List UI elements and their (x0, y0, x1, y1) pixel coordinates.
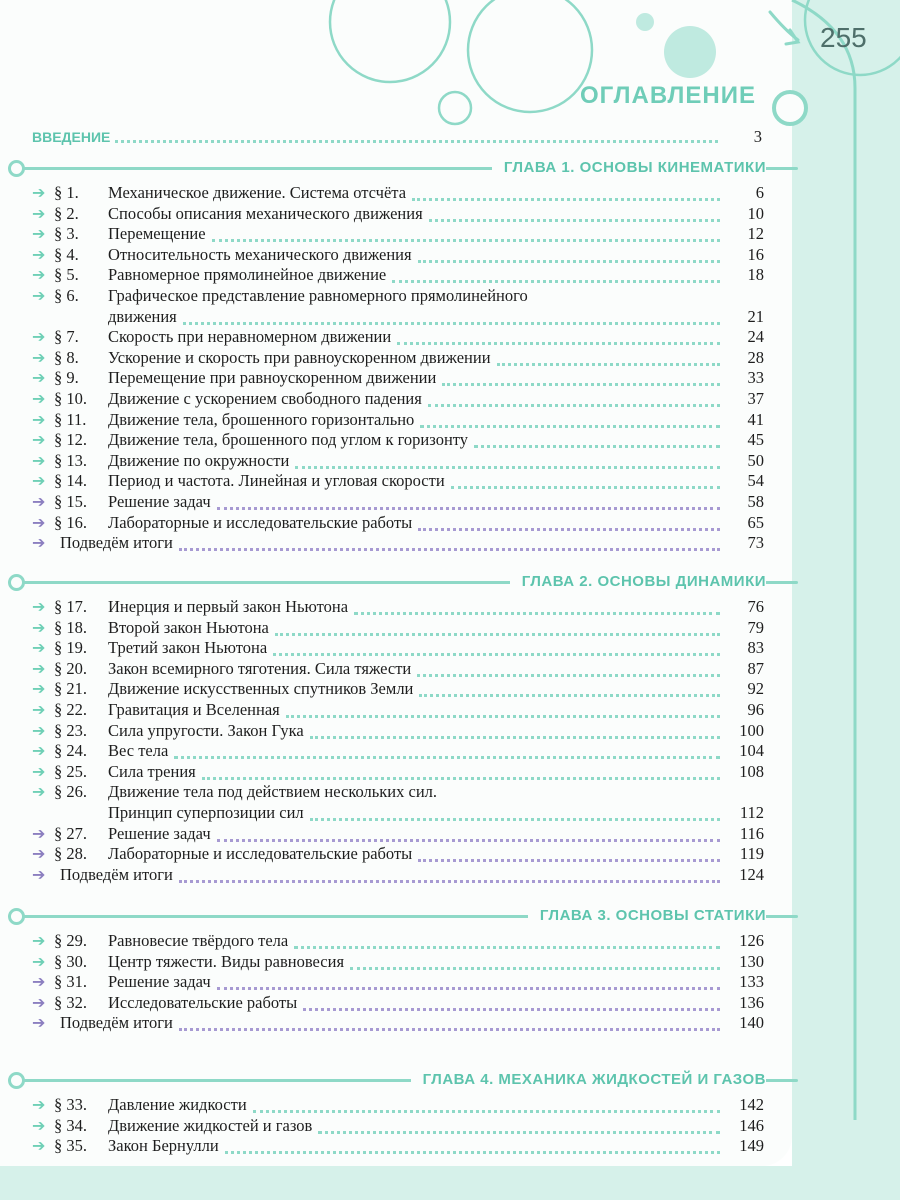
toc-entry[interactable] (32, 678, 764, 699)
section-title: Закон Бернулли (108, 1136, 219, 1156)
toc-entry[interactable] (32, 1135, 764, 1156)
dot-leader (397, 338, 720, 345)
dot-leader (428, 400, 720, 407)
page-ref: 65 (747, 512, 764, 532)
toc-entry[interactable] (32, 951, 764, 972)
section-number: § 7. (54, 327, 79, 347)
section-title: Сила трения (108, 761, 196, 781)
page-ref: 119 (739, 844, 764, 864)
dot-leader (32, 136, 718, 143)
toc-entry[interactable] (32, 491, 764, 512)
section-number: § 21. (54, 679, 87, 699)
dot-leader (217, 835, 720, 842)
dot-leader (417, 670, 720, 677)
toc-entry[interactable] (32, 182, 764, 203)
section-number: § 4. (54, 244, 79, 264)
section-number: § 30. (54, 951, 87, 971)
arrow-icon: ➔ (32, 492, 46, 511)
section-title: Механическое движение. Система отсчёта (108, 183, 407, 202)
arrow-icon: ➔ (32, 265, 46, 285)
section-title: Движение тела, брошенного под углом к горизонту (108, 430, 469, 450)
page-ref: 54 (747, 471, 764, 491)
toc-entry[interactable] (32, 512, 764, 533)
dot-leader (179, 876, 720, 883)
arrow-icon: ➔ (32, 782, 46, 802)
toc-title: ОГЛАВЛЕНИЕ (579, 82, 756, 109)
arrow-icon: ➔ (32, 658, 46, 678)
page-ref: 149 (739, 1136, 764, 1156)
section-number: § 8. (54, 347, 79, 367)
page-ref: 133 (739, 972, 764, 992)
section-number: § 31. (54, 972, 87, 992)
page-ref: 24 (747, 327, 764, 347)
arrow-icon: ➔ (32, 203, 46, 223)
page-ref: 116 (739, 823, 764, 843)
page-ref: 50 (747, 450, 764, 470)
dot-leader (392, 276, 720, 283)
section-number: § 17. (54, 597, 87, 616)
chapter-heading (8, 1068, 798, 1092)
page-ref: 136 (739, 992, 764, 1012)
dot-leader (253, 1106, 720, 1113)
dot-leader (418, 524, 720, 531)
toc-entry[interactable] (32, 658, 764, 679)
section-number: § 23. (54, 720, 87, 740)
arrow-icon: ➔ (32, 679, 46, 699)
dot-leader (179, 544, 720, 551)
page-ref: 100 (739, 720, 764, 740)
intro-label: ВВЕДЕНИЕ (32, 129, 114, 145)
section-number: § 32. (54, 992, 87, 1012)
page-ref: 96 (747, 700, 764, 719)
page-ref: 21 (747, 307, 764, 326)
page-ref: 16 (747, 244, 764, 264)
section-title: Исследовательские работы (108, 992, 298, 1012)
dot-leader (202, 773, 720, 780)
section-title: Решение задач (108, 492, 211, 511)
section-number: § 15. (54, 492, 87, 511)
page-ref: 108 (739, 761, 764, 781)
page-ref: 79 (747, 617, 764, 637)
chapter-heading (8, 904, 798, 928)
arrow-icon: ➔ (32, 327, 46, 347)
section-title: Вес тела (108, 741, 169, 761)
chapter-title: ГЛАВА 2. ОСНОВЫ ДИНАМИКИ (510, 570, 766, 594)
toc-entry[interactable] (32, 720, 764, 741)
section-title-continued: движения (108, 307, 177, 326)
dot-leader (418, 256, 720, 263)
chapter-title: ГЛАВА 4. МЕХАНИКА ЖИДКОСТЕЙ И ГАЗОВ (411, 1068, 766, 1092)
section-title: Относительность механического движения (108, 244, 412, 264)
section-number: § 9. (54, 368, 79, 388)
page-ref: 41 (747, 409, 764, 429)
chapter-circle-icon (8, 1072, 25, 1089)
arrow-icon: ➔ (32, 368, 46, 388)
section-number: § 29. (54, 931, 87, 950)
arrow-icon: ➔ (32, 720, 46, 740)
arrow-icon: ➔ (32, 471, 46, 491)
arrow-icon: ➔ (32, 1115, 46, 1135)
section-title: Давление жидкости (108, 1095, 247, 1114)
page-ref: 140 (739, 1013, 764, 1033)
arrow-icon: ➔ (32, 931, 46, 950)
dot-leader (212, 235, 720, 242)
section-title: Движение тела под действием нескольких сил. (108, 782, 438, 802)
arrow-icon: ➔ (32, 597, 46, 616)
page-ref: 126 (739, 931, 764, 950)
toc-entry[interactable] (32, 596, 764, 617)
section-title: Графическое представление равномерного прямолинейного (108, 286, 528, 305)
arrow-icon: ➔ (32, 286, 46, 305)
arrow-icon: ➔ (32, 533, 46, 553)
page-ref: 104 (739, 741, 764, 761)
page-ref: 146 (739, 1115, 764, 1135)
section-title: Движение по окружности (108, 450, 290, 470)
dot-leader (497, 359, 720, 366)
toc-entry[interactable] (32, 223, 764, 244)
page-ref: 3 (753, 127, 762, 146)
dot-leader (225, 1147, 720, 1154)
section-title: Лабораторные и исследовательские работы (108, 844, 413, 864)
dot-leader (442, 379, 720, 386)
arrow-icon: ➔ (32, 430, 46, 450)
arrow-icon: ➔ (32, 638, 46, 658)
section-number: § 12. (54, 430, 87, 450)
section-title: Гравитация и Вселенная (108, 700, 280, 719)
page-ref: 12 (747, 224, 764, 244)
dot-leader (286, 711, 720, 718)
section-title: Подведём итоги (60, 1013, 173, 1033)
section-number: § 18. (54, 617, 87, 637)
page-ref: 18 (747, 265, 764, 285)
section-number: § 3. (54, 224, 79, 244)
section-number: § 25. (54, 761, 87, 781)
chapter-heading (8, 156, 798, 180)
dot-leader (419, 690, 720, 697)
page-ref: 83 (747, 638, 764, 658)
dot-leader (354, 608, 720, 615)
toc-entry[interactable] (32, 617, 764, 638)
toc-entry[interactable] (32, 409, 764, 430)
dot-leader (451, 482, 720, 489)
page-ref: 45 (747, 430, 764, 450)
toc-entry[interactable] (32, 347, 764, 368)
section-title-continued: Принцип суперпозиции сил (108, 803, 304, 823)
section-title: Перемещение при равноускоренном движении (108, 368, 437, 388)
toc-entry[interactable] (32, 285, 764, 327)
chapter-heading (8, 570, 798, 594)
dot-leader (429, 215, 720, 222)
toc-entry[interactable] (32, 450, 764, 471)
chapter-title: ГЛАВА 3. ОСНОВЫ СТАТИКИ (528, 904, 766, 928)
dot-leader (179, 1024, 720, 1031)
section-title: Закон всемирного тяготения. Сила тяжести (108, 658, 412, 678)
section-title: Перемещение (108, 224, 206, 244)
arrow-icon: ➔ (32, 844, 46, 864)
toc-entry[interactable] (32, 367, 764, 388)
section-title: Ускорение и скорость при равноускоренном движении (108, 347, 491, 367)
section-number: § 19. (54, 638, 87, 658)
section-number: § 20. (54, 658, 87, 678)
toc-entry[interactable] (32, 1094, 764, 1115)
toc-entry[interactable] (32, 971, 764, 992)
page-ref: 124 (739, 864, 764, 884)
arrow-icon: ➔ (32, 183, 46, 202)
section-number: § 5. (54, 265, 79, 285)
toc-entry[interactable] (32, 761, 764, 782)
dot-leader (275, 629, 720, 636)
section-title: Лабораторные и исследовательские работы (108, 512, 413, 532)
page-ref: 92 (747, 679, 764, 699)
section-number: § 27. (54, 823, 87, 843)
section-number: § 35. (54, 1136, 87, 1156)
toc-entry[interactable] (32, 532, 764, 553)
section-number: § 24. (54, 741, 87, 761)
dot-leader (412, 194, 720, 201)
page-number: 255 (820, 22, 867, 53)
arrow-icon: ➔ (32, 1095, 46, 1114)
toc-entry[interactable] (32, 470, 764, 491)
page-ref: 6 (755, 183, 764, 202)
toc-entry[interactable] (32, 864, 764, 885)
section-number: § 14. (54, 471, 87, 491)
toc-entry[interactable] (32, 843, 764, 864)
toc-entry[interactable] (32, 388, 764, 409)
dot-leader (318, 1127, 720, 1134)
dot-leader (474, 441, 720, 448)
chapter-circle-icon (8, 160, 25, 177)
section-number: § 22. (54, 700, 87, 719)
arrow-icon: ➔ (32, 1013, 46, 1033)
toc-entry[interactable] (32, 429, 764, 450)
arrow-icon: ➔ (32, 617, 46, 637)
arrow-icon: ➔ (32, 823, 46, 843)
arrow-icon: ➔ (32, 512, 46, 532)
dot-leader (350, 963, 720, 970)
dot-leader (217, 983, 720, 990)
section-number: § 28. (54, 844, 87, 864)
dot-leader (418, 855, 720, 862)
section-title: Период и частота. Линейная и угловая скорости (108, 471, 445, 491)
arrow-icon: ➔ (32, 992, 46, 1012)
section-title: Второй закон Ньютона (108, 617, 269, 637)
section-title: Центр тяжести. Виды равновесия (108, 951, 345, 971)
arrow-icon: ➔ (32, 450, 46, 470)
arrow-icon: ➔ (32, 864, 46, 884)
section-title: Способы описания механического движения (108, 203, 423, 223)
section-title: Третий закон Ньютона (108, 638, 268, 658)
section-title: Решение задач (108, 972, 211, 992)
arrow-icon: ➔ (32, 700, 46, 719)
toc-entry[interactable] (32, 740, 764, 761)
chapter-circle-icon (8, 574, 25, 591)
section-title: Подведём итоги (60, 533, 173, 553)
toc-entry[interactable] (32, 823, 764, 844)
dot-leader (294, 942, 720, 949)
section-title: Движение искусственных спутников Земли (108, 679, 414, 699)
toc-entry[interactable] (32, 244, 764, 265)
section-title: Инерция и первый закон Ньютона (108, 597, 349, 616)
toc-entry[interactable] (32, 992, 764, 1013)
page-ref: 142 (739, 1095, 764, 1114)
toc-entry[interactable] (32, 781, 764, 823)
page-ref: 112 (739, 803, 764, 823)
section-title: Движение жидкостей и газов (108, 1115, 313, 1135)
section-number: § 34. (54, 1115, 87, 1135)
section-number: § 6. (54, 286, 79, 305)
section-number: § 10. (54, 389, 87, 408)
section-number: § 16. (54, 512, 87, 532)
toc-entry[interactable] (32, 326, 764, 347)
arrow-icon: ➔ (32, 244, 46, 264)
section-number: § 1. (54, 183, 79, 202)
dot-leader (183, 318, 720, 325)
dot-leader (174, 752, 720, 759)
dot-leader (217, 503, 720, 510)
section-number: § 33. (54, 1095, 87, 1114)
section-number: § 13. (54, 450, 87, 470)
arrow-icon: ➔ (32, 741, 46, 761)
dot-leader (303, 1004, 720, 1011)
bottom-color-band (0, 1166, 900, 1200)
toc-entry[interactable] (32, 1012, 764, 1033)
section-title: Равномерное прямолинейное движение (108, 265, 387, 285)
section-number: § 2. (54, 203, 79, 223)
section-title: Движение тела, брошенного горизонтально (108, 409, 415, 429)
right-color-band (792, 0, 900, 1200)
page-ref: 76 (747, 597, 764, 616)
chapter-title: ГЛАВА 1. ОСНОВЫ КИНЕМАТИКИ (492, 156, 766, 180)
page-ref: 58 (747, 492, 764, 511)
toc-entry[interactable] (32, 1115, 764, 1136)
toc-entry[interactable] (32, 699, 764, 720)
section-number: § 26. (54, 782, 87, 802)
arrow-icon: ➔ (32, 409, 46, 429)
section-title: Скорость при неравномерном движении (108, 327, 392, 347)
dot-leader (310, 732, 720, 739)
arrow-icon: ➔ (32, 972, 46, 992)
page-ref: 10 (747, 203, 764, 223)
dot-leader (310, 814, 720, 821)
section-title: Равновесие твёрдого тела (108, 931, 289, 950)
arrow-icon: ➔ (32, 224, 46, 244)
page-ref: 28 (747, 347, 764, 367)
section-title: Решение задач (108, 823, 211, 843)
arrow-icon: ➔ (32, 761, 46, 781)
toc-entry[interactable] (32, 264, 764, 285)
section-number: § 11. (54, 409, 87, 429)
dot-leader (420, 421, 720, 428)
page-ref: 73 (747, 533, 764, 553)
section-title: Движение с ускорением свободного падения (108, 389, 422, 408)
section-title: Подведём итоги (60, 864, 173, 884)
dot-leader (273, 649, 720, 656)
arrow-icon: ➔ (32, 951, 46, 971)
toc-entry[interactable] (32, 203, 764, 224)
page-ref: 33 (747, 368, 764, 388)
arrow-icon: ➔ (32, 389, 46, 408)
arrow-icon: ➔ (32, 347, 46, 367)
chapter-circle-icon (8, 908, 25, 925)
page-ref: 87 (747, 658, 764, 678)
arrow-icon: ➔ (32, 1136, 46, 1156)
intro-entry[interactable] (32, 126, 762, 150)
section-title: Сила упругости. Закон Гука (108, 720, 304, 740)
page-ref: 37 (747, 389, 764, 408)
toc-entry[interactable] (32, 930, 764, 951)
dot-leader (295, 462, 720, 469)
page-ref: 130 (739, 951, 764, 971)
toc-entry[interactable] (32, 637, 764, 658)
